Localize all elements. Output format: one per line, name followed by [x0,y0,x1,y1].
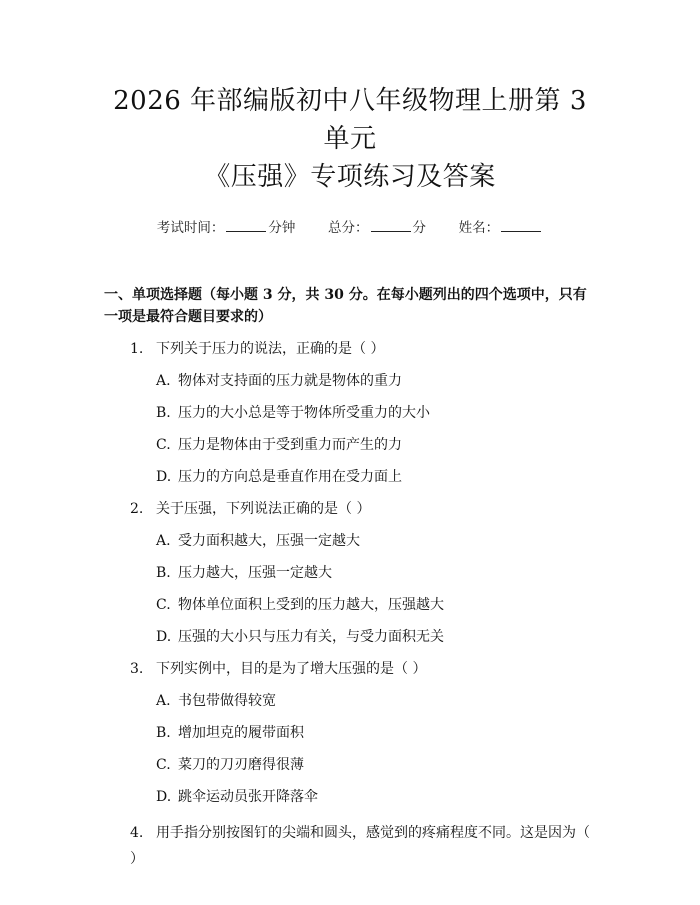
option-d [104,626,596,648]
section-heading: 一、单项选择题（每小题 3 分，共 30 分。在每小题列出的四个选项中，只有一项是最符合题目要求的） [104,287,587,325]
option-text: 受力面积越大，压强一定越大 [178,533,360,549]
option-text: 压力是物体由于受到重力而产生的力 [178,437,402,453]
option-a [104,370,596,392]
question-text: 关于压强，下列说法正确的是（ ） [156,501,371,517]
exam-meta [104,216,596,236]
option-text: 压力的大小总是等于物体所受重力的大小 [178,405,430,421]
option-text: 压强的大小只与压力有关，与受力面积无关 [178,629,444,645]
option-text: 菜刀的刀刃磨得很薄 [178,757,304,773]
option-text: 压力的方向总是垂直作用在受力面上 [178,469,402,485]
option-a [104,690,596,712]
time-blank [226,218,266,232]
option-text: 物体单位面积上受到的压力越大，压强越大 [178,597,444,613]
option-c [104,434,596,456]
question-1 [104,338,596,488]
option-text: 物体对支持面的压力就是物体的重力 [178,373,402,389]
option-c [104,594,596,616]
option-text: 增加坦克的履带面积 [178,725,304,741]
option-c [104,754,596,776]
question-text: 下列关于压力的说法，正确的是（ ） [156,341,385,357]
option-d [104,466,596,488]
option-letter: D. [156,469,172,485]
option-b [104,722,596,744]
question-number: 1. [130,341,144,357]
name-blank [501,218,541,232]
option-letter: B. [156,725,171,741]
option-letter: B. [156,405,171,421]
question-number: 4. [130,825,144,841]
option-d [104,786,596,808]
score-blank [371,218,411,232]
option-letter: C. [156,597,171,613]
time-label: 考试时间： [156,220,225,236]
option-letter: C. [156,757,171,773]
title-line-2: 《压强》专项练习及答案 [204,162,496,192]
option-letter: D. [156,789,172,805]
option-b [104,402,596,424]
title-line-1: 2026 年部编版初中八年级物理上册第 3 单元 [113,86,587,154]
option-letter: B. [156,565,171,581]
score-label: 总分： [328,220,369,236]
question-2 [104,498,596,648]
option-text: 跳伞运动员张开降落伞 [178,789,318,805]
option-letter: D. [156,629,172,645]
time-unit: 分钟 [268,220,296,236]
option-text: 书包带做得较宽 [178,693,276,709]
option-a [104,530,596,552]
option-letter: A. [156,693,171,709]
name-label: 姓名： [458,220,500,236]
question-number: 3. [130,661,144,677]
page-title [104,0,596,196]
option-letter: A. [156,533,171,549]
question-4 [104,820,596,872]
option-b [104,562,596,584]
question-number: 2. [130,501,144,517]
option-letter: C. [156,437,171,453]
option-letter: A. [156,373,171,389]
question-text: 用手指分别按图钉的尖端和圆头，感觉到的疼痛程度不同。这是因为（ ） [130,825,590,867]
option-text: 压力越大，压强一定越大 [178,565,332,581]
score-unit: 分 [412,220,426,236]
question-text: 下列实例中，目的是为了增大压强的是（ ） [156,661,427,677]
question-3 [104,658,596,808]
